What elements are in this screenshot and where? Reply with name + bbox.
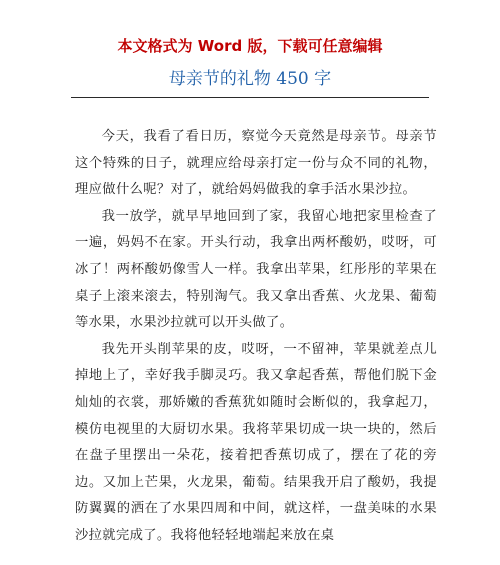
format-banner: 本文格式为 Word 版，下载可任意编辑 xyxy=(117,37,383,55)
title-divider xyxy=(71,97,429,98)
paragraph-2: 我一放学，就早早地回到了家，我留心地把家里检查了一遍，妈妈不在家。开头行动，我拿出两杯酸奶，哎呀，可冰了！两杯酸奶像雪人一样。我拿出苹果，红彤彤的苹果在桌子上滚来滚去，特别淘气。我又拿出香蕉、火龙果、葡萄等水果，水果沙拉就可以开头做了。 xyxy=(75,208,437,331)
paragraph-1: 今天，我看了看日历，察觉今天竟然是母亲节。母亲节这个特殊的日子，就理应给母亲打定一份与众不同的礼物，理应做什么呢？对了，就给妈妈做我的拿手活水果沙拉。 xyxy=(75,129,437,198)
article-body xyxy=(75,124,437,550)
document-title: 母亲节的礼物 450 字 xyxy=(168,69,332,89)
paragraph-3: 我先开头削苹果的皮，哎呀，一不留神，苹果就差点儿掉地上了，幸好我手脚灵巧。我又拿起香蕉，帮他们脱下金灿灿的衣裳，那娇嫩的香蕉犹如随时会断似的，我拿起刀，模仿电视里的大厨切水果。我将苹果切成一块一块的，然后在盘子里摆出一朵花，接着把香蕉切成了，摆在了花的旁边。又加上芒果，火龙果，葡萄。结果我开启了酸奶，我提防翼翼的洒在了水果四周和中间，就这样，一盘美味的水果沙拉就完成了。我将他轻轻地端起来放在桌 xyxy=(75,341,437,543)
